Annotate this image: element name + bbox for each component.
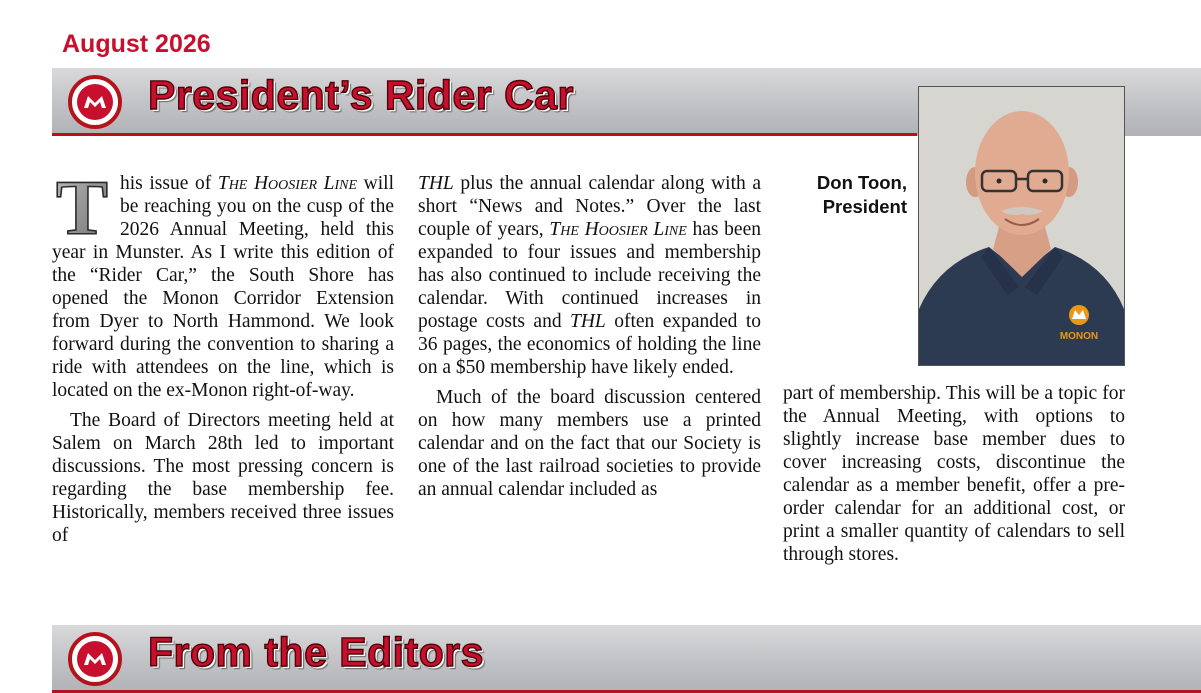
issue-date: August 2026: [62, 30, 211, 58]
publication-abbr: THL: [418, 173, 454, 194]
publication-abbr: THL: [570, 311, 606, 332]
svg-text:T: T: [55, 174, 109, 240]
section-title: President’s Rider Car: [148, 72, 574, 118]
article-column-2: [418, 172, 761, 501]
article-column-3: [783, 382, 1125, 566]
monon-logo-icon: [1069, 305, 1089, 325]
article-paragraph: Much of the board discussion centered on how many members use a printed calendar and on the fact that our Society is one of the last railroad societies to provide an annual calendar included as: [418, 387, 761, 500]
photo-caption: [784, 171, 907, 219]
drop-cap: [52, 174, 112, 240]
caption-name: Don Toon,: [816, 172, 907, 193]
article-paragraph: T his issue of The Hoosier Line will be reaching you on the cusp of the 2026 Annual Meeting, held this year in Munster. As I write this edition of the “Rider Car,” the South Shore has opened the Monon Corridor Extension from Dyer to North Hammond. We look forward during the convention to sharing a ride with attendees on the line, which is located on the ex-Monon right-of-way.: [52, 172, 394, 402]
article-column-1: [52, 172, 394, 547]
shirt-logo-text: MONON: [1059, 331, 1099, 342]
article-paragraph: The Board of Directors meeting held at Salem on March 28th led to important discussions. The most pressing concern is regarding the base membership fee. Historically, members received three issues of: [52, 410, 394, 546]
president-photo: [918, 86, 1125, 366]
publication-name: The Hoosier Line: [549, 219, 687, 240]
article-paragraph: part of membership. This will be a topic for the Annual Meeting, with options to slightly increase base member dues to cover increasing costs, discontinue the calendar as a member benefit, offer a pre-order calendar for an additional cost, or print a smaller quantity of calendars to sell through stores.: [783, 383, 1125, 565]
monon-logo-icon: [68, 75, 122, 129]
next-section-title: From the Editors: [148, 629, 485, 675]
portrait-illustration: [919, 87, 1124, 365]
publication-name: The Hoosier Line: [217, 173, 358, 194]
banner-rule: [52, 133, 917, 136]
monon-logo-icon: [68, 632, 122, 686]
caption-title: President: [822, 196, 907, 217]
next-section-banner: [52, 625, 1201, 693]
article-paragraph: THL plus the annual calendar along with a short “News and Notes.” Over the last couple of years, The Hoosier Line has been expanded to four issues and membership has also continued to include receiving the calendar. With continued increases in postage costs and THL often expanded to 36 pages, the economics of holding the line on a $50 membership have likely ended.: [418, 173, 761, 378]
